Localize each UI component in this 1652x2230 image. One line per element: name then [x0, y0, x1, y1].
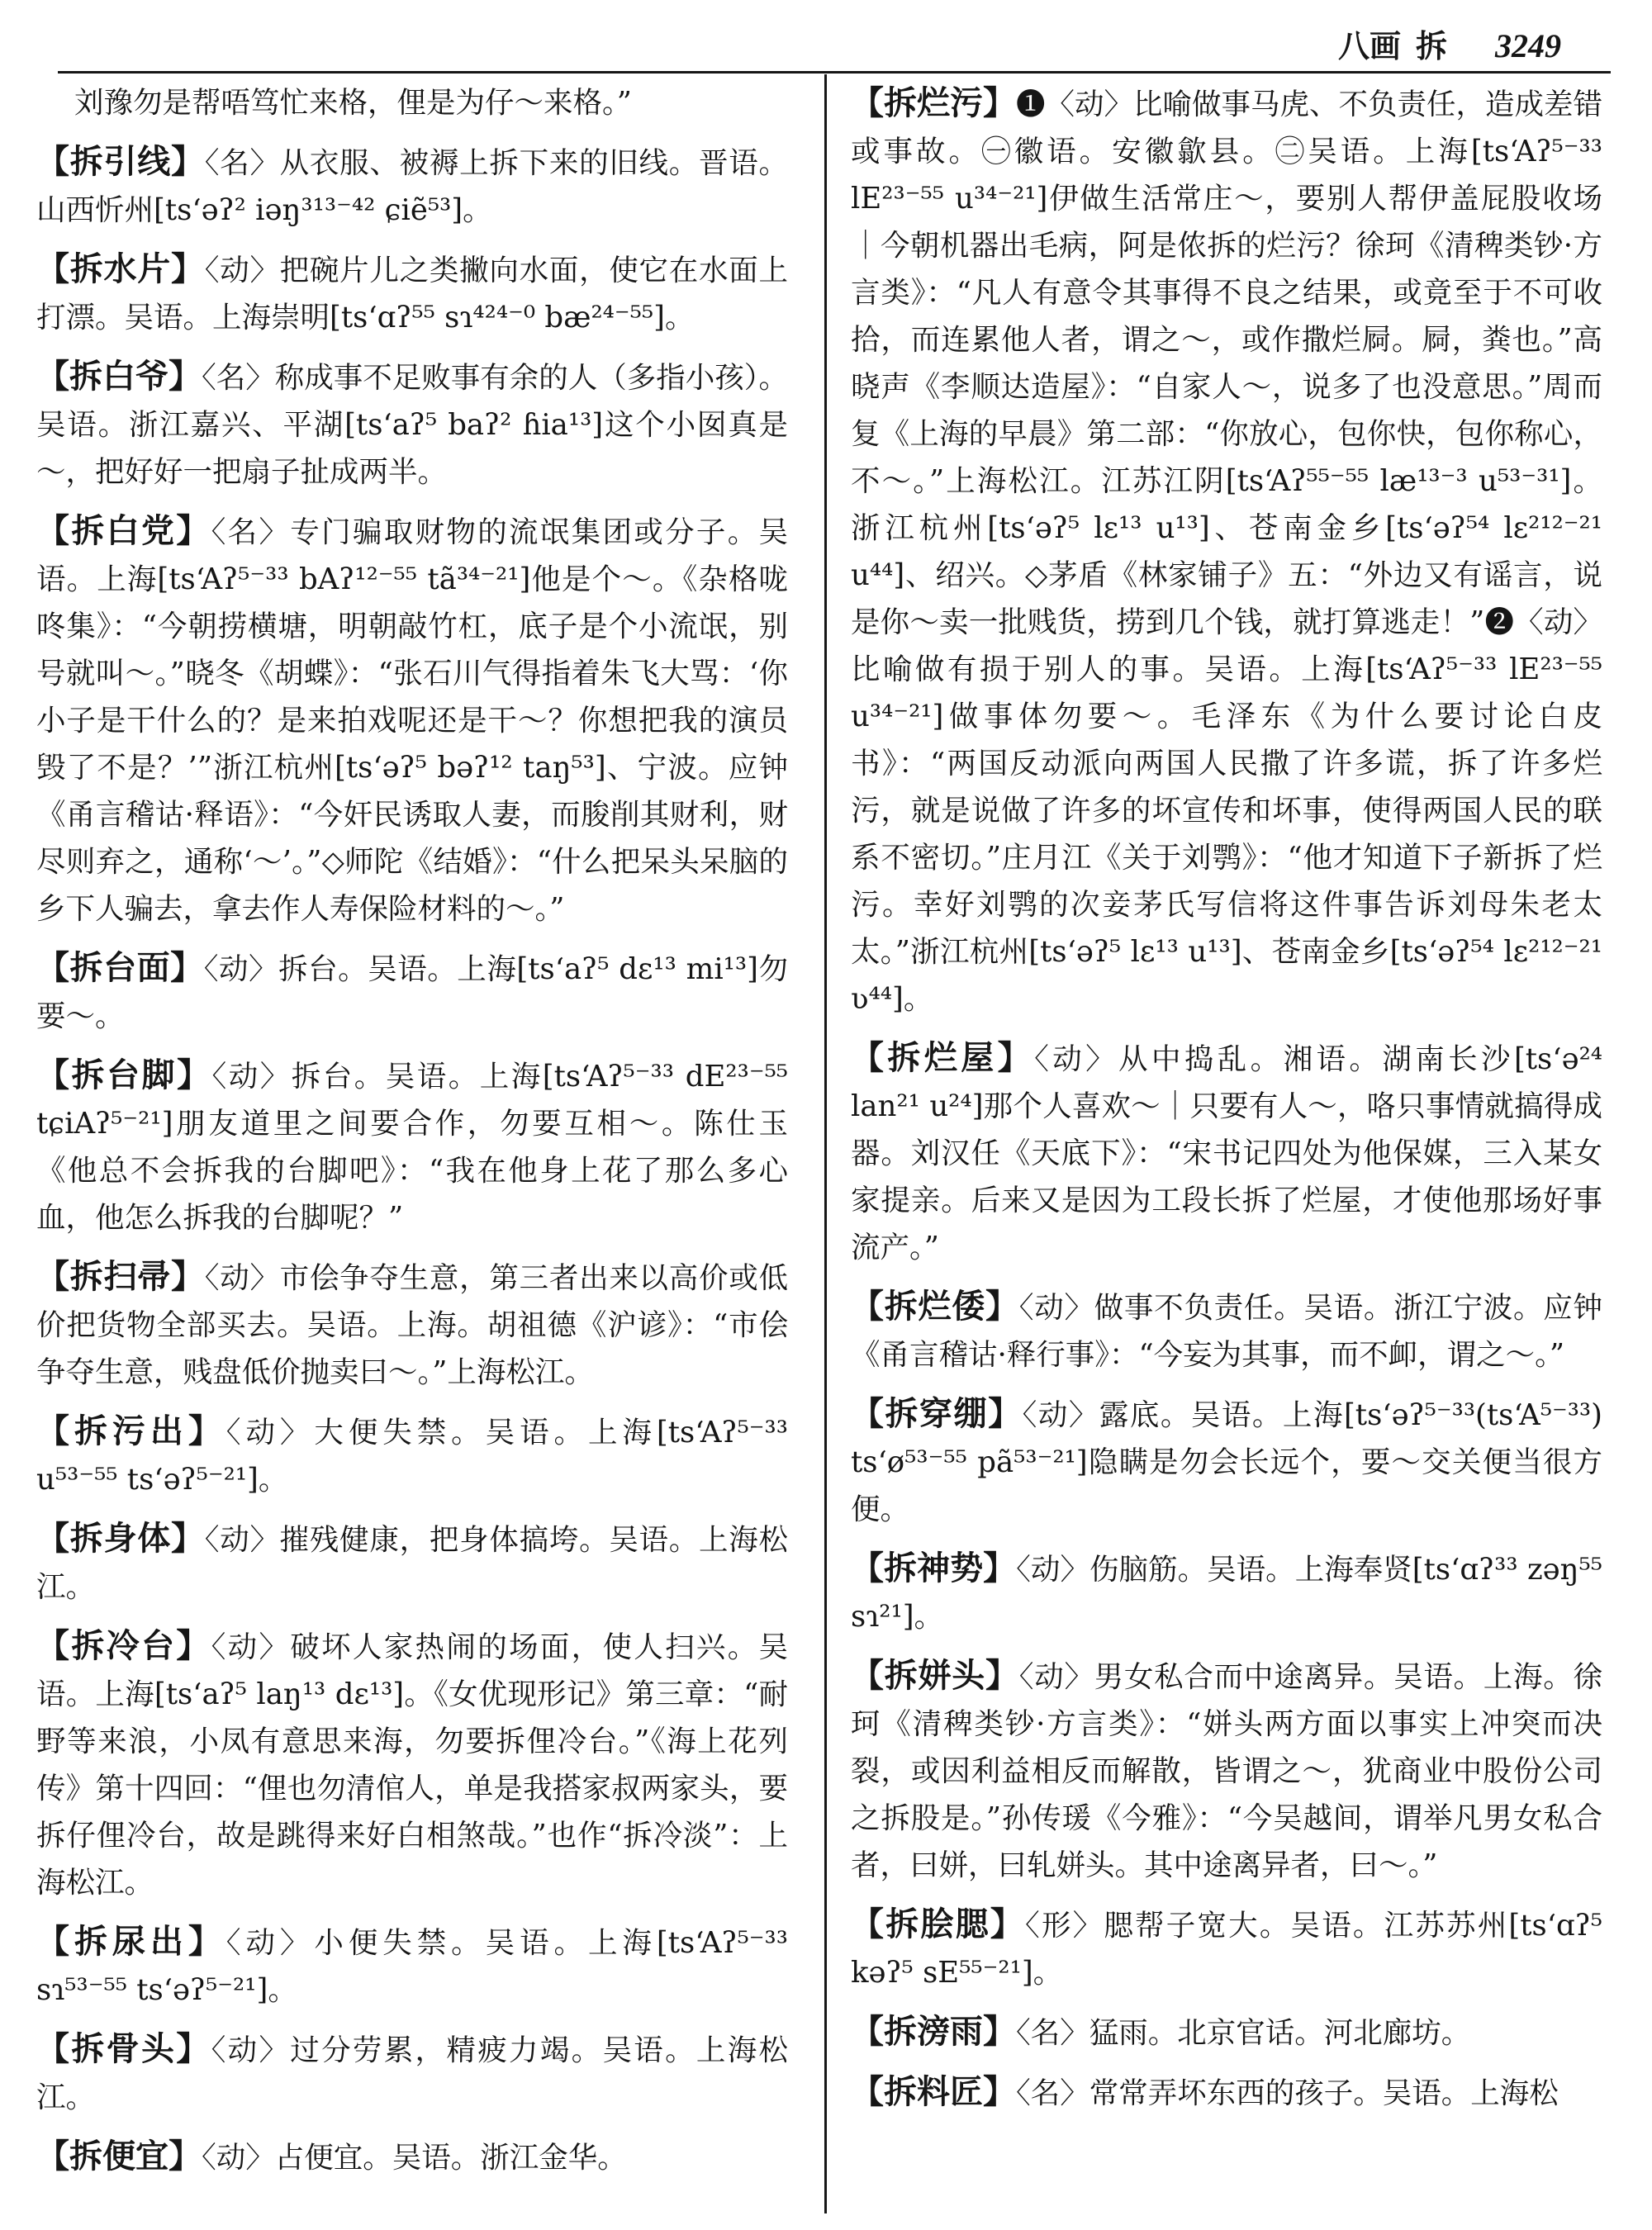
entry-body: 〈名〉专门骗取财物的流氓集团或分子。吴语。上海[tsʻAʔ⁵⁻³³ bAʔ¹²⁻⁵⁵ tã³⁴⁻²¹]他是个～。《杂格咙咚集》：“今朝捞横塘，明朝敲竹杠，底子是个小流氓，别号就叫～。”晓冬《胡蝶》：“张石川气得指着朱飞大骂：‘你小子是干什么的？是来拍戏呢还是干～？你想把我的演员毁了不是？’”浙江杭州[tsʻəʔ⁵ bəʔ¹² taŋ⁵³]、宁波。应钟《甬言稽诂·释语》：“今奸民诱取人妻，而朘削其财利，财尽则弃之，通称‘～’。”◇师陀《结婚》：“什么把呆头呆脑的乡下人骗去，拿去作人寿保险材料的～。”: [36, 515, 789, 926]
entry-headword: 拆污出: [74, 1412, 188, 1450]
entry-body: ❶〈动〉比喻做事马虎、不负责任，造成差错或事故。㊀徽语。安徽歙县。㊁吴语。上海[tsʻAʔ⁵⁻³³ lE²³⁻⁵⁵ u³⁴⁻²¹]伊做生活常庄～，要别人帮伊盖屁股收场｜今朝机器出毛病，阿是侬拆的烂污？徐珂《清稗类钞·方言类》：“凡人有意令其事得不良之结果，或竟至于不可收拾，而连累他人者，谓之～，或作撒烂屙。屙，粪也。”高晓声《李顺达造屋》：“自家人～，说多了也没意思。”周而复《上海的早晨》第二部：“你放心，包你快，包你称心，不～。”上海松江。江苏江阴[tsʻAʔ⁵⁵⁻⁵⁵ læ¹³⁻³ u⁵³⁻³¹]。浙江杭州[tsʻəʔ⁵ lɛ¹³ u¹³]、苍南金乡[tsʻəʔ⁵⁴ lɛ²¹²⁻²¹ u⁴⁴]、绍兴。◇茅盾《林家铺子》五：“外边又有谣言，说是你～卖一批贱货，捞到几个钱，就打算逃走！”❷〈动〉比喻做有损于别人的事。吴语。上海[tsʻAʔ⁵⁻³³ lE²³⁻⁵⁵ u³⁴⁻²¹]做事体勿要～。毛泽东《为什么要讨论白皮书》：“两国反动派向两国人民撒了许多谎，拆了许多烂污，就是说做了许多的坏宣传和坏事，使得两国人民的联系不密切。”庄月江《关于刘鹗》：“他才知道下子新拆了烂污。幸好刘鹗的次妾茅氏写信将这件事告诉刘母朱老太太。”浙江杭州[tsʻəʔ⁵ lɛ¹³ u¹³]、苍南金乡[tsʻəʔ⁵⁴ lɛ²¹²⁻²¹ ʋ⁴⁴]。: [851, 88, 1603, 1016]
entry: 【拆尿出】〈动〉小便失禁。吴语。上海[tsʻAʔ⁵⁻³³ sɿ⁵³⁻⁵⁵ tsʻəʔ⁵⁻²¹]。: [36, 1922, 789, 2007]
entry-body: 〈动〉大便失禁。吴语。上海[tsʻAʔ⁵⁻³³ u⁵³⁻⁵⁵ tsʻəʔ⁵⁻²¹]。: [36, 1416, 789, 1497]
entry: 【拆台脚】〈动〉拆台。吴语。上海[tsʻAʔ⁵⁻³³ dE²³⁻⁵⁵ tɕiAʔ⁵⁻²¹]朋友道里之间要合作，勿要互相～。陈仕玉《他总不会拆我的台脚吧》：“我在他身上花了那么多心血，他怎么拆我的台脚呢？”: [36, 1056, 789, 1235]
entry: 【拆台面】〈动〉拆台。吴语。上海[tsʻaʔ⁵ dɛ¹³ mi¹³]勿要～。: [36, 948, 789, 1033]
entry: 【拆滂雨】〈名〉猛雨。北京官话。河北廊坊。: [851, 2012, 1471, 2051]
entry: 【拆神势】〈动〉伤脑筋。吴语。上海奉贤[tsʻɑʔ³³ zəŋ⁵⁵ sɿ²¹]。: [851, 1549, 1603, 1634]
entry-headword: 拆便宜: [69, 2137, 169, 2175]
entry-headword: 拆尿出: [74, 1922, 188, 1961]
entry-body: 〈形〉腮帮子宽大。吴语。江苏苏州[tsʻɑʔ⁵ kəʔ⁵ sE⁵⁵⁻²¹]。: [851, 1909, 1603, 1990]
continued-text: 刘豫勿是帮唔笃忙来格，俚是为仔～来格。”: [74, 86, 632, 120]
entry: 【拆引线】〈名〉从衣服、被褥上拆下来的旧线。晋语。山西忻州[tsʻəʔ² iəŋ³¹³⁻⁴² ɕiẽ⁵³]。: [36, 142, 789, 227]
entry-headword: 拆身体: [69, 1519, 171, 1558]
entry-headword: 拆烂污: [884, 83, 983, 122]
entry-body: 〈名〉称成事不足败事有余的人（多指小孩）。吴语。浙江嘉兴、平湖[tsʻaʔ⁵ baʔ² ɦia¹³]这个小囡真是～，把好好一把扇子扯成两半。: [36, 361, 789, 489]
entry-headword: 拆脍腮: [885, 1905, 990, 1943]
entry-body: 〈名〉猛雨。北京官话。河北廊坊。: [1016, 2016, 1471, 2050]
entry-headword: 拆烂倭: [884, 1287, 985, 1326]
section-label: 八画: [1338, 27, 1402, 64]
entry: 【拆冷台】〈动〉破坏人家热闹的场面，使人扫兴。吴语。上海[tsʻaʔ⁵ laŋ¹³ dɛ¹³]。《女优现形记》第三章：“耐野等来浪，小凤有意思来海，勿要拆俚冷台。”《海上花列传》第十四回：“俚也勿清倌人，单是我搭家叔两家头，要拆仔俚冷台，故是跳得来好白相煞哉。”也作“拆冷淡”：上海松江。: [36, 1626, 789, 1900]
entry-headword: 拆冷台: [71, 1626, 177, 1665]
entry-headword: 拆扫帚: [69, 1257, 171, 1296]
entry: 【拆姘头】〈动〉男女私合而中途离异。吴语。上海。徐珂《清稗类钞·方言类》：“姘头两方面以事实上冲突而决裂，或因利益相反而解散，皆谓之～，犹商业中股份公司之拆股是。”孙传瑗《今雅》：“今吴越间，谓举凡男女私合者，曰姘，曰轧姘头。其中途离异者，曰～。”: [851, 1656, 1603, 1882]
entry-headword: 拆姘头: [884, 1656, 985, 1695]
entry-headword: 拆骨头: [71, 2029, 177, 2068]
entry-body: 〈动〉小便失禁。吴语。上海[tsʻAʔ⁵⁻³³ sɿ⁵³⁻⁵⁵ tsʻəʔ⁵⁻²¹]。: [36, 1926, 789, 2007]
entry: 【拆脍腮】〈形〉腮帮子宽大。吴语。江苏苏州[tsʻɑʔ⁵ kəʔ⁵ sE⁵⁵⁻²¹]。: [851, 1905, 1603, 1990]
entry-headword: 拆水片: [69, 249, 171, 288]
entry-headword: 拆滂雨: [884, 2012, 983, 2051]
entry-headword: 拆引线: [69, 142, 171, 181]
entry: 【拆水片】〈动〉把碗片儿之类撇向水面，使它在水面上打漂。吴语。上海崇明[tsʻɑʔ⁵⁵ sɿ⁴²⁴⁻⁰ bæ²⁴⁻⁵⁵]。: [36, 249, 789, 334]
header-rule: [58, 71, 1611, 74]
entry-body: 〈动〉过分劳累，精疲力竭。吴语。上海松江。: [36, 2033, 789, 2114]
entry-headword: 拆白爷: [69, 357, 169, 396]
right-column: [851, 79, 1602, 2128]
page-header: [1338, 23, 1611, 69]
entry-body: 〈动〉占便宜。吴语。浙江金华。: [202, 2141, 627, 2175]
entry-headword: 拆烂屋: [887, 1038, 998, 1077]
entry-headword: 拆白党: [71, 511, 177, 550]
entry-body: 〈动〉露底。吴语。上海[tsʻəʔ⁵⁻³³(tsʻA⁵⁻³³) tsʻø⁵³⁻⁵⁵ pã⁵³⁻²¹]隐瞒是勿会长远个，要～交关便当很方便。: [851, 1398, 1603, 1526]
column-divider: [824, 74, 827, 2213]
entry-body: 〈动〉男女私合而中途离异。吴语。上海。徐珂《清稗类钞·方言类》：“姘头两方面以事实上冲突而决裂，或因利益相反而解散，皆谓之～，犹商业中股份公司之拆股是。”孙传瑗《今雅》：“今吴越间，谓举凡男女私合者，曰姘，曰轧姘头。其中途离异者，曰～。”: [851, 1660, 1603, 1882]
entry-body: 〈动〉拆台。吴语。上海[tsʻaʔ⁵ dɛ¹³ mi¹³]勿要～。: [36, 952, 789, 1033]
entry-body: 〈动〉把碗片儿之类撇向水面，使它在水面上打漂。吴语。上海崇明[tsʻɑʔ⁵⁵ sɿ⁴²⁴⁻⁰ bæ²⁴⁻⁵⁵]。: [36, 254, 789, 334]
left-column: [36, 79, 788, 2193]
entry-body: 〈动〉做事不负责任。吴语。浙江宁波。应钟《甬言稽诂·释行事》：“今妄为其事，而不卹，谓之～。”: [851, 1291, 1603, 1372]
entry: 【拆白党】〈名〉专门骗取财物的流氓集团或分子。吴语。上海[tsʻAʔ⁵⁻³³ bAʔ¹²⁻⁵⁵ tã³⁴⁻²¹]他是个～。《杂格咙咚集》：“今朝捞横塘，明朝敲竹杠，底子是个小流氓，别号就叫～。”晓冬《胡蝶》：“张石川气得指着朱飞大骂：‘你小子是干什么的？是来拍戏呢还是干～？你想把我的演员毁了不是？’”浙江杭州[tsʻəʔ⁵ bəʔ¹² taŋ⁵³]、宁波。应钟《甬言稽诂·释语》：“今奸民诱取人妻，而朘削其财利，财尽则弃之，通称‘～’。”◇师陀《结婚》：“什么把呆头呆脑的乡下人骗去，拿去作人寿保险材料的～。”: [36, 511, 789, 926]
entry-body: 〈动〉破坏人家热闹的场面，使人扫兴。吴语。上海[tsʻaʔ⁵ laŋ¹³ dɛ¹³]。《女优现形记》第三章：“耐野等来浪，小凤有意思来海，勿要拆俚冷台。”《海上花列传》第十四回：“俚也勿清倌人，单是我搭家叔两家头，要拆仔俚冷台，故是跳得来好白相煞哉。”也作“拆冷淡”：上海松江。: [36, 1630, 789, 1900]
entry-headword: 拆料匠: [884, 2072, 983, 2111]
entry: 【拆穿绷】〈动〉露底。吴语。上海[tsʻəʔ⁵⁻³³(tsʻA⁵⁻³³) tsʻø⁵³⁻⁵⁵ pã⁵³⁻²¹]隐瞒是勿会长远个，要～交关便当很方便。: [851, 1394, 1603, 1526]
entry: 【拆身体】〈动〉摧残健康，把身体搞垮。吴语。上海松江。: [36, 1519, 789, 1604]
entry: 【拆白爷】〈名〉称成事不足败事有余的人（多指小孩）。吴语。浙江嘉兴、平湖[tsʻaʔ⁵ baʔ² ɦia¹³]这个小囡真是～，把好好一把扇子扯成两半。: [36, 357, 789, 489]
entry-body: 〈名〉从衣服、被褥上拆下来的旧线。晋语。山西忻州[tsʻəʔ² iəŋ³¹³⁻⁴² ɕiẽ⁵³]。: [36, 146, 789, 227]
page-number: 3249: [1495, 27, 1562, 64]
entry-body: 〈动〉市侩争夺生意，第三者出来以高价或低价把货物全部买去。吴语。上海。胡祖德《沪谚》：“市侩争夺生意，贱盘低价抛卖曰～。”上海松江。: [36, 1261, 789, 1389]
entry: 【拆烂污】❶〈动〉比喻做事马虎、不负责任，造成差错或事故。㊀徽语。安徽歙县。㊁吴语。上海[tsʻAʔ⁵⁻³³ lE²³⁻⁵⁵ u³⁴⁻²¹]伊做生活常庄～，要别人帮伊盖屁股收场｜今朝机器出毛病，阿是侬拆的烂污？徐珂《清稗类钞·方言类》：“凡人有意令其事得不良之结果，或竟至于不可收拾，而连累他人者，谓之～，或作撒烂屙。屙，粪也。”高晓声《李顺达造屋》：“自家人～，说多了也没意思。”周而复《上海的早晨》第二部：“你放心，包你快，包你称心，不～。”上海松江。江苏江阴[tsʻAʔ⁵⁵⁻⁵⁵ læ¹³⁻³ u⁵³⁻³¹]。浙江杭州[tsʻəʔ⁵ lɛ¹³ u¹³]、苍南金乡[tsʻəʔ⁵⁴ lɛ²¹²⁻²¹ u⁴⁴]、绍兴。◇茅盾《林家铺子》五：“外边又有谣言，说是你～卖一批贱货，捞到几个钱，就打算逃走！”❷〈动〉比喻做有损于别人的事。吴语。上海[tsʻAʔ⁵⁻³³ lE²³⁻⁵⁵ u³⁴⁻²¹]做事体勿要～。毛泽东《为什么要讨论白皮书》：“两国反动派向两国人民撒了许多谎，拆了许多烂污，就是说做了许多的坏宣传和坏事，使得两国人民的联系不密切。”庄月江《关于刘鹗》：“他才知道下子新拆了烂污。幸好刘鹗的次妾茅氏写信将这件事告诉刘母朱老太太。”浙江杭州[tsʻəʔ⁵ lɛ¹³ u¹³]、苍南金乡[tsʻəʔ⁵⁴ lɛ²¹²⁻²¹ ʋ⁴⁴]。: [851, 83, 1603, 1016]
entry-headword: 拆神势: [884, 1549, 984, 1587]
entry-body: 〈动〉摧残健康，把身体搞垮。吴语。上海松江。: [36, 1523, 789, 1604]
entry-body: 〈动〉伤脑筋。吴语。上海奉贤[tsʻɑʔ³³ zəŋ⁵⁵ sɿ²¹]。: [851, 1553, 1603, 1634]
entry: 【拆烂倭】〈动〉做事不负责任。吴语。浙江宁波。应钟《甬言稽诂·释行事》：“今妄为其事，而不卹，谓之～。”: [851, 1287, 1603, 1372]
entry-headword: 拆穿绷: [885, 1394, 989, 1433]
entry-headword: 拆台面: [69, 948, 171, 987]
entry: 【拆扫帚】〈动〉市侩争夺生意，第三者出来以高价或低价把货物全部买去。吴语。上海。胡祖德《沪谚》：“市侩争夺生意，贱盘低价抛卖曰～。”上海松江。: [36, 1257, 789, 1389]
entry-body: 〈动〉从中捣乱。湘语。湖南长沙[tsʻə²⁴ lan²¹ u²⁴]那个人喜欢～｜只要有人～，咯只事情就搞得成器。刘汉任《天底下》：“宋书记四处为他保媒，三入某女家提亲。后来又是因为工段长拆了烂屋，才使他那场好事流产。”: [851, 1042, 1603, 1264]
header-char: 拆: [1416, 27, 1448, 64]
entry-body: 〈动〉拆台。吴语。上海[tsʻAʔ⁵⁻³³ dE²³⁻⁵⁵ tɕiAʔ⁵⁻²¹]朋友道里之间要合作，勿要互相～。陈仕玉《他总不会拆我的台脚吧》：“我在他身上花了那么多心血，他怎么拆我的台脚呢？”: [36, 1060, 789, 1235]
entry-headword: 拆台脚: [71, 1056, 178, 1094]
entry: 【拆料匠】〈名〉常常弄坏东西的孩子。吴语。上海松: [851, 2072, 1559, 2111]
entry: 【拆烂屋】〈动〉从中捣乱。湘语。湖南长沙[tsʻə²⁴ lan²¹ u²⁴]那个人喜欢～｜只要有人～，咯只事情就搞得成器。刘汉任《天底下》：“宋书记四处为他保媒，三入某女家提亲。后来又是因为工段长拆了烂屋，才使他那场好事流产。”: [851, 1038, 1603, 1264]
entry: 【拆便宜】〈动〉占便宜。吴语。浙江金华。: [36, 2137, 627, 2175]
entry: 【拆污出】〈动〉大便失禁。吴语。上海[tsʻAʔ⁵⁻³³ u⁵³⁻⁵⁵ tsʻəʔ⁵⁻²¹]。: [36, 1412, 789, 1497]
entry-body: 〈名〉常常弄坏东西的孩子。吴语。上海松: [1016, 2076, 1559, 2110]
entry: 【拆骨头】〈动〉过分劳累，精疲力竭。吴语。上海松江。: [36, 2029, 789, 2114]
